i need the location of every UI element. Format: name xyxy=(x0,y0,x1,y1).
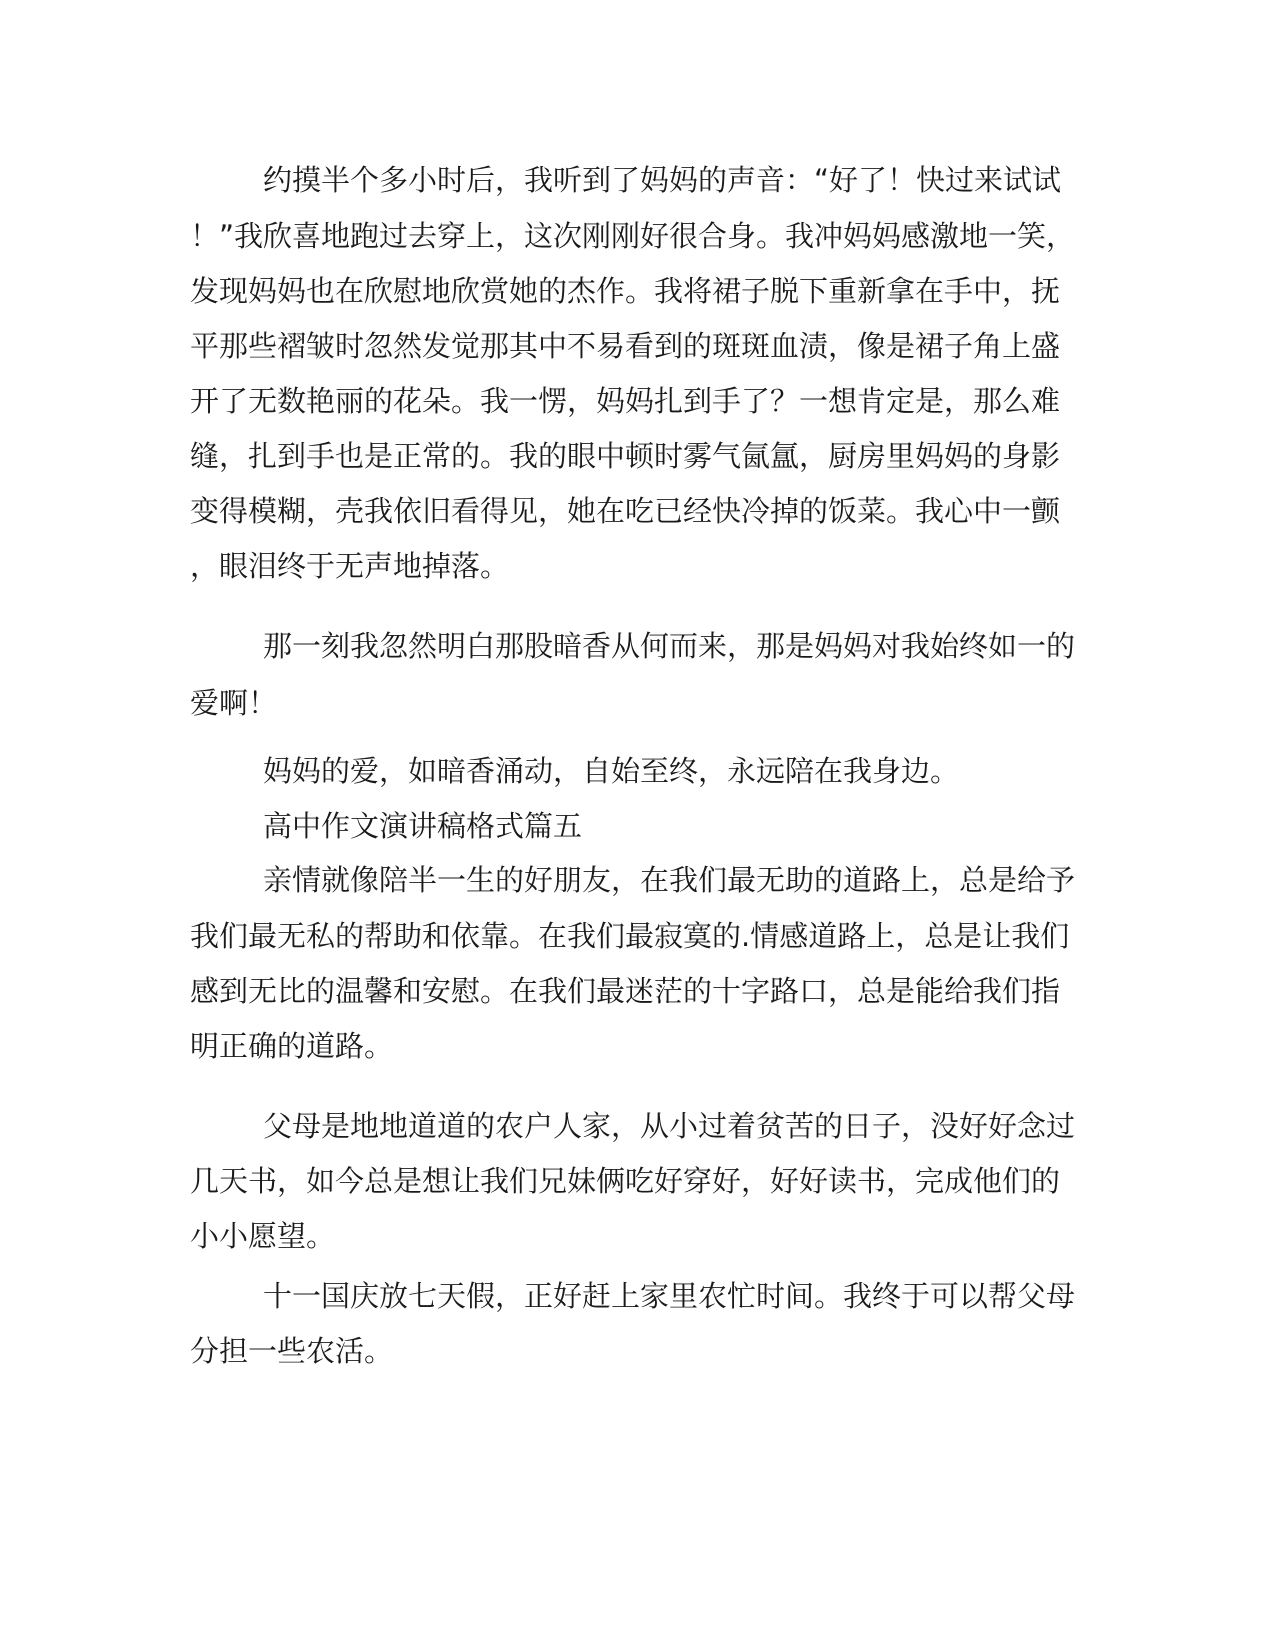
text-line: 那一刻我忽然明白那股暗香从何而来，那是妈妈对我始终如一的 xyxy=(263,629,1076,663)
text-line: 亲情就像陪半一生的好朋友，在我们最无助的道路上，总是给予 xyxy=(263,863,1076,897)
text-line: 分担一些农活。 xyxy=(190,1334,394,1368)
text-line: ！”我欣喜地跑过去穿上，这次刚刚好很合身。我冲妈妈感激地一笑， xyxy=(190,219,1076,253)
text-line: 几天书，如今总是想让我们兄妹俩吃好穿好，好好读书，完成他们的 xyxy=(190,1164,1061,1198)
text-line: 约摸半个多小时后，我听到了妈妈的声音：“好了！快过来试试 xyxy=(263,163,1062,197)
text-line: 缝，扎到手也是正常的。我的眼中顿时雾气氤氲，厨房里妈妈的身影 xyxy=(190,439,1061,473)
text-line: 变得模糊，壳我依旧看得见，她在吃已经快冷掉的饭菜。我心中一颤 xyxy=(190,494,1061,528)
text-line: 爱啊！ xyxy=(190,686,278,720)
text-line: 开了无数艳丽的花朵。我一愣，妈妈扎到手了？一想肯定是，那么难 xyxy=(190,384,1061,418)
text-line: 我们最无私的帮助和依靠。在我们最寂寞的.情感道路上，总是让我们 xyxy=(190,919,1070,953)
text-line: 平那些褶皱时忽然发觉那其中不易看到的斑斑血渍，像是裙子角上盛 xyxy=(190,329,1061,363)
text-line: 十一国庆放七天假，正好赶上家里农忙时间。我终于可以帮父母 xyxy=(263,1279,1076,1313)
section-heading: 高中作文演讲稿格式篇五 xyxy=(263,809,583,843)
text-line: 感到无比的温馨和安慰。在我们最迷茫的十字路口，总是能给我们指 xyxy=(190,974,1061,1008)
text-line: 发现妈妈也在欣慰地欣赏她的杰作。我将裙子脱下重新拿在手中，抚 xyxy=(190,274,1061,308)
text-line: 小小愿望。 xyxy=(190,1219,336,1253)
text-line: ，眼泪终于无声地掉落。 xyxy=(190,549,510,583)
text-line: 父母是地地道道的农户人家，从小过着贫苦的日子，没好好念过 xyxy=(263,1109,1076,1143)
text-line: 妈妈的爱，如暗香涌动，自始至终，永远陪在我身边。 xyxy=(263,754,960,788)
text-line: 明正确的道路。 xyxy=(190,1029,394,1063)
